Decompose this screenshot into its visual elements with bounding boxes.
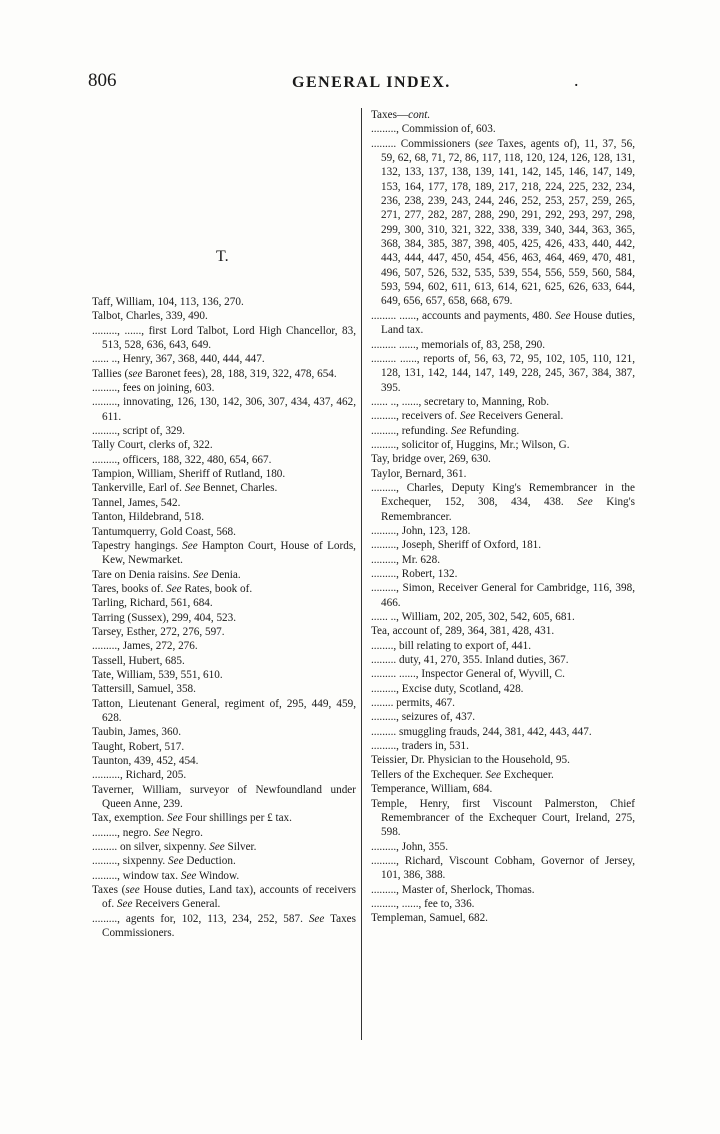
cross-reference: See — [308, 912, 325, 925]
cross-reference: see — [128, 367, 143, 380]
column-divider — [361, 108, 362, 1040]
index-column-left — [92, 295, 356, 940]
index-entry: ......... smuggling frauds, 244, 381, 442, 443, 447. — [371, 725, 592, 738]
index-entry: ......... ......, reports of, 56, 63, 72, 95, 102, 105, 110, 121, 128, 131, 142, 144, 147, 149, 228, 245, 367, 384, 387, 395. — [371, 352, 635, 394]
index-entry: Tay, bridge over, 269, 630. — [371, 453, 491, 466]
index-entry: ........., Master of, Sherlock, Thomas. — [371, 883, 535, 896]
index-entry: ........., Commission of, 603. — [371, 123, 496, 136]
index-entry: Teissier, Dr. Physician to the Household, 95. — [371, 754, 570, 767]
index-entry: Tatton, Lieutenant General, regiment of, 295, 449, 459, 628. — [92, 697, 356, 724]
index-entry: ........., window tax. See Window. — [92, 869, 240, 882]
index-entry: Tankerville, Earl of. See Bennet, Charles. — [92, 482, 278, 495]
index-entry: Tassell, Hubert, 685. — [92, 654, 185, 667]
cross-reference: See — [485, 768, 501, 781]
cross-reference: See — [167, 812, 183, 825]
index-entry: Tax, exemption. See Four shillings per £ tax. — [92, 812, 292, 825]
index-entry: ........., Robert, 132. — [371, 568, 458, 580]
cross-reference: See — [459, 410, 476, 423]
running-head-dot: . — [574, 70, 579, 90]
cross-reference: see — [478, 137, 493, 150]
index-entry: ........., solicitor of, Huggins, Mr.; Wilson, G. — [371, 438, 570, 451]
index-entry: Temple, Henry, first Viscount Palmerston, Chief Remembrancer of the Exchequer Court, Ireland, 275, 598. — [371, 797, 635, 839]
index-entry: ......... ......, memorials of, 83, 258, 290. — [371, 338, 546, 351]
index-entry: ........., traders in, 531. — [371, 740, 469, 753]
index-entry: Taverner, William, surveyor of Newfoundland under Queen Anne, 239. — [92, 783, 356, 811]
index-entry: Taxes—cont. — [371, 109, 431, 121]
index-entry: Taught, Robert, 517. — [92, 740, 185, 753]
index-entry: ........., Mr. 628. — [371, 553, 440, 566]
cross-reference: See — [166, 582, 182, 595]
index-entry: ........., seizures of, 437. — [371, 711, 476, 724]
index-entry: Templeman, Samuel, 682. — [371, 912, 488, 925]
index-entry: Taff, William, 104, 113, 136, 270. — [92, 296, 244, 308]
index-entry: ........, bill relating to export of, 441. — [371, 639, 532, 652]
index-entry: ........., Charles, Deputy King's Remembrancer in the Exchequer, 152, 308, 434, 438. See King's Remembrancer. — [371, 481, 635, 523]
cross-reference: cont. — [408, 109, 431, 121]
index-entry: ........., officers, 188, 322, 480, 654, 667. — [92, 453, 272, 466]
cross-reference: See — [182, 539, 198, 552]
index-entry: Tarling, Richard, 561, 684. — [92, 597, 213, 610]
index-entry: Talbot, Charles, 339, 490. — [92, 310, 208, 323]
index-entry: Tea, account of, 289, 364, 381, 428, 431. — [371, 625, 555, 638]
index-entry: Tellers of the Exchequer. See Exchequer. — [371, 768, 554, 781]
cross-reference: See — [180, 869, 197, 882]
index-entry: ...... .., William, 202, 205, 302, 542, 605, 681. — [371, 611, 575, 624]
index-entry: ........., agents for, 102, 113, 234, 252, 587. See Taxes Commissioners. — [92, 912, 356, 940]
index-entry: ........., receivers of. See Receivers General. — [371, 410, 564, 423]
index-entry: Tares, books of. See Rates, book of. — [92, 582, 253, 595]
index-entry: ......... duty, 41, 270, 355. Inland duties, 367. — [371, 654, 569, 667]
cross-reference: See — [184, 482, 201, 495]
index-entry: ........., script of, 329. — [92, 425, 185, 438]
cross-reference: See — [192, 568, 209, 581]
index-entry: Taunton, 439, 452, 454. — [92, 755, 199, 767]
index-entry: Taxes (see House duties, Land tax), accounts of receivers of. See Receivers General. — [92, 884, 356, 911]
index-entry: Tapestry hangings. See Hampton Court, House of Lords, Kew, Newmarket. — [92, 539, 356, 567]
index-entry: ........ permits, 467. — [371, 697, 455, 710]
cross-reference: See — [555, 309, 571, 322]
index-entry: Tarsey, Esther, 272, 276, 597. — [92, 625, 225, 638]
index-entry: ........., John, 123, 128. — [371, 524, 471, 537]
index-entry: Tannel, James, 542. — [92, 496, 181, 509]
index-entry: ........., Excise duty, Scotland, 428. — [371, 682, 524, 695]
cross-reference: see — [125, 884, 140, 897]
index-entry: Taylor, Bernard, 361. — [371, 467, 467, 480]
section-letter: T. — [216, 248, 229, 265]
index-entry: Tarring (Sussex), 299, 404, 523. — [92, 611, 237, 624]
index-entry: ........., refunding. See Refunding. — [371, 424, 520, 437]
cross-reference: See — [153, 826, 170, 839]
cross-reference: See — [577, 496, 593, 509]
index-entry: Taubin, James, 360. — [92, 726, 182, 739]
index-entry: Tare on Denia raisins. See Denia. — [92, 568, 241, 581]
cross-reference: See — [168, 855, 184, 868]
index-entry: Temperance, William, 684. — [371, 783, 493, 796]
index-entry: ........., sixpenny. See Deduction. — [92, 855, 236, 868]
index-entry: ........., Simon, Receiver General for Cambridge, 116, 398, 466. — [371, 582, 635, 609]
index-entry: ........., negro. See Negro. — [92, 826, 203, 839]
index-entry: Tampion, William, Sheriff of Rutland, 180. — [92, 468, 286, 481]
index-entry: Tattersill, Samuel, 358. — [92, 683, 196, 696]
cross-reference: See — [116, 898, 133, 911]
index-entry: ........., James, 272, 276. — [92, 640, 198, 653]
index-entry: Tate, William, 539, 551, 610. — [92, 668, 223, 681]
index-entry: ...... .., ......, secretary to, Manning, Rob. — [371, 395, 550, 408]
index-entry: ........., Joseph, Sheriff of Oxford, 181. — [371, 539, 542, 552]
index-entry: ........., innovating, 126, 130, 142, 306, 307, 434, 437, 462, 611. — [92, 396, 356, 423]
index-entry: ...... .., Henry, 367, 368, 440, 444, 447. — [92, 353, 265, 366]
index-entry: ........., ......, first Lord Talbot, Lord High Chancellor, 83, 513, 528, 636, 643, 649. — [92, 324, 356, 352]
index-entry: .........., Richard, 205. — [92, 769, 187, 782]
index-entry: Tally Court, clerks of, 322. — [92, 439, 213, 452]
index-entry: ......... Commissioners (see Taxes, agents of), 11, 37, 56, 59, 62, 68, 71, 72, 86, 117, 118, 120, 124, 126, 128, 131, 132, 133, 137, 138, 139, 141, 142, 145, 146, 147, 149, 153, 164, 177, 178, 189, 217, 218, 224, 225, 232, 234, 236, 238, 239, 243, 244, 246, 252, 253, 257, 259, 265, 271, 277, 282, 287, 288, 290, 291, 292, 293, 297, 298, 299, 300, 310, 321, 322, 338, 339, 340, 344, 363, 365, 368, 384, 385, 387, 398, 405, 425, 426, 433, 440, 442, 443, 444, 447, 450, 454, 456, 463, 464, 469, 470, 481, 496, 507, 526, 532, 535, 539, 554, 556, 559, 560, 584, 593, 594, 602, 611, 613, 614, 621, 625, 626, 633, 644, 649, 656, 657, 658, 668, 679. — [371, 137, 635, 308]
index-entry: Tanton, Hildebrand, 518. — [92, 511, 204, 524]
index-entry: ........., John, 355. — [371, 840, 449, 853]
index-entry: ......... ......, accounts and payments, 480. See House duties, Land tax. — [371, 309, 635, 337]
page-number: 806 — [88, 70, 117, 91]
running-head: GENERAL INDEX. — [292, 74, 451, 91]
index-column-right — [371, 108, 635, 926]
index-entry: ........., Richard, Viscount Cobham, Governor of Jersey, 101, 386, 388. — [371, 854, 635, 882]
cross-reference: See — [450, 424, 467, 437]
index-entry: ......... ......, Inspector General of, Wyvill, C. — [371, 668, 565, 681]
index-entry: ......... on silver, sixpenny. See Silver. — [92, 841, 257, 854]
index-entry: Tallies (see Baronet fees), 28, 188, 319, 322, 478, 654. — [92, 367, 337, 380]
index-entry: Tantumquerry, Gold Coast, 568. — [92, 525, 236, 538]
cross-reference: See — [209, 841, 225, 854]
index-entry: ........., fees on joining, 603. — [92, 382, 215, 395]
index-entry: ........., ......, fee to, 336. — [371, 897, 475, 910]
